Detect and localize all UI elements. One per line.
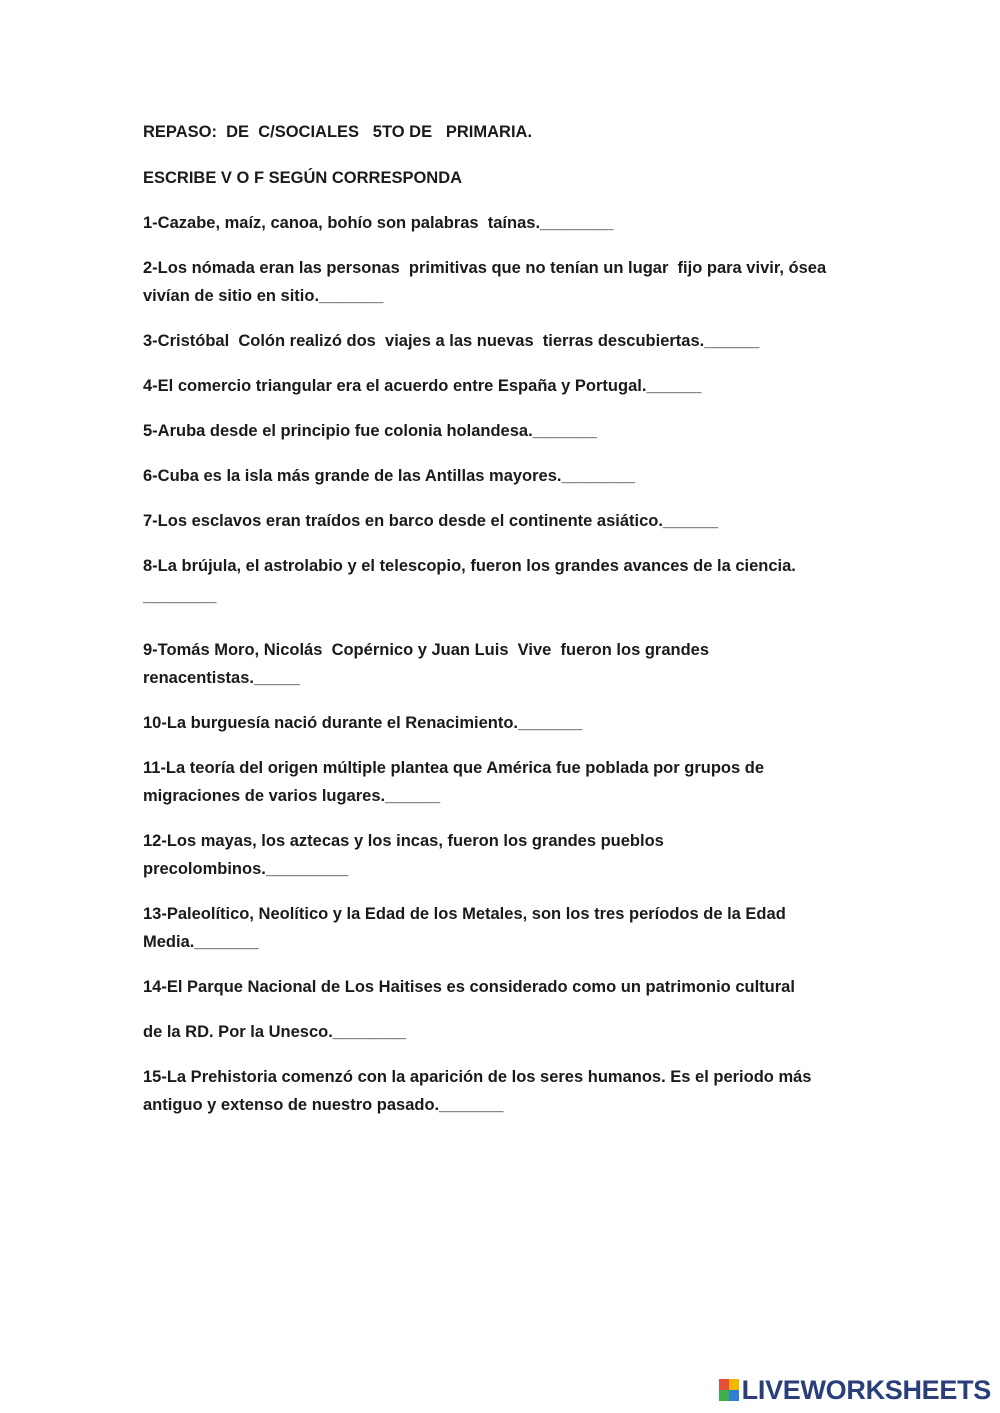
question-8-answer-blank[interactable]: ________ [143,587,217,605]
logo-square-red [719,1379,729,1390]
question-1: 1-Cazabe, maíz, canoa, bohío son palabras taínas.________ [143,214,614,232]
question-10: 10-La burguesía nació durante el Renacimiento._______ [143,714,583,732]
question-14: 14-El Parque Nacional de Los Haitises es considerado como un patrimonio cultural [143,978,795,996]
question-5: 5-Aruba desde el principio fue colonia holandesa._______ [143,422,597,440]
question-9: 9-Tomás Moro, Nicolás Copérnico y Juan Luis Vive fueron los grandes renacentistas._____ [143,641,714,687]
question-2: 2-Los nómada eran las personas primitivas que no tenían un lugar fijo para vivir, ósea vivían de sitio en sitio._______ [143,259,836,305]
question-8: 8-La brújula, el astrolabio y el telescopio, fueron los grandes avances de la ciencia. [143,557,796,575]
question-3: 3-Cristóbal Colón realizó dos viajes a las nuevas tierras descubiertas.______ [143,332,760,350]
logo-square-yellow [729,1379,739,1390]
question-7: 7-Los esclavos eran traídos en barco desde el continente asiático.______ [143,512,718,530]
worksheet-instruction: ESCRIBE V O F SEGÚN CORRESPONDA [143,169,463,187]
question-4: 4-El comercio triangular era el acuerdo entre España y Portugal.______ [143,377,702,395]
question-13: 13-Paleolítico, Neolítico y la Edad de los Metales, son los tres períodos de la Edad Media._______ [143,905,791,951]
question-12: 12-Los mayas, los aztecas y los incas, fueron los grandes pueblos precolombinos._________ [143,832,669,878]
question-11: 11-La teoría del origen múltiple plantea que América fue poblada por grupos de migraciones de varios lugares.______ [143,759,769,805]
question-6: 6-Cuba es la isla más grande de las Antillas mayores.________ [143,467,635,485]
logo-square-green [719,1390,729,1401]
worksheet [143,118,863,1136]
question-14-continued: de la RD. Por la Unesco.________ [143,1023,407,1041]
worksheet-title: REPASO: DE C/SOCIALES 5TO DE PRIMARIA. [143,123,533,141]
question-15: 15-La Prehistoria comenzó con la aparición de los seres humanos. Es el periodo más antiguo y extenso de nuestro pasado._______ [143,1068,817,1114]
liveworksheets-logo-icon [719,1379,739,1401]
liveworksheets-watermark [719,1376,991,1404]
liveworksheets-wordmark: LIVEWORKSHEETS [741,1375,991,1405]
logo-square-blue [729,1390,739,1401]
